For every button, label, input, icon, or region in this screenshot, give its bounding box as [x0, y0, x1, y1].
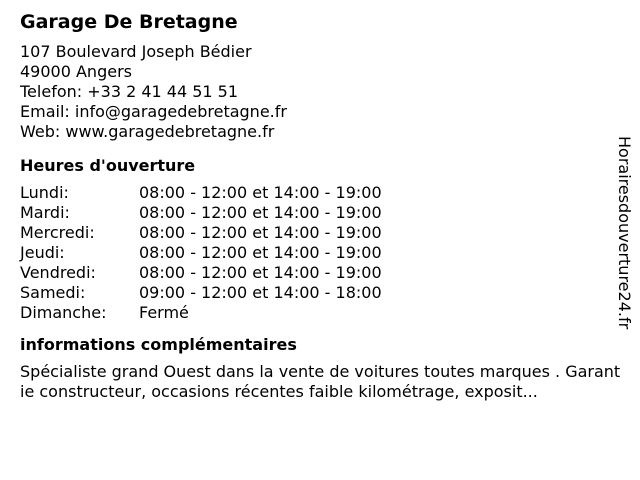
- hours-row-saturday: [20, 283, 610, 303]
- address-line-street: 107 Boulevard Joseph Bédier: [20, 42, 252, 61]
- day-label: Mardi:: [20, 203, 70, 222]
- info-description: Spécialiste grand Ouest dans la vente de voitures toutes marques . Garantie constructeur, occasions récentes faible kilométrage, exposit...: [20, 362, 621, 401]
- time-value: 09:00 - 12:00 et 14:00 - 18:00: [139, 283, 382, 302]
- business-card: [20, 10, 621, 402]
- day-label: Dimanche:: [20, 303, 107, 322]
- web-line: Web: www.garagedebretagne.fr: [20, 122, 275, 141]
- day-label: Lundi:: [20, 183, 69, 202]
- time-value: 08:00 - 12:00 et 14:00 - 19:00: [139, 183, 382, 202]
- time-value: Fermé: [139, 303, 189, 322]
- day-label: Vendredi:: [20, 263, 96, 282]
- day-label: Samedi:: [20, 283, 86, 302]
- time-value: 08:00 - 12:00 et 14:00 - 19:00: [139, 203, 382, 222]
- email-line: Email: info@garagedebretagne.fr: [20, 102, 287, 121]
- day-label: Mercredi:: [20, 223, 95, 242]
- hours-row-wednesday: [20, 223, 610, 243]
- hours-heading: Heures d'ouverture: [20, 156, 196, 175]
- time-value: 08:00 - 12:00 et 14:00 - 19:00: [139, 223, 382, 242]
- info-heading: informations complémentaires: [20, 335, 297, 354]
- address-line-city: 49000 Angers: [20, 62, 132, 81]
- hours-row-monday: [20, 183, 610, 203]
- phone-line: Telefon: +33 2 41 44 51 51: [20, 82, 239, 101]
- hours-row-thursday: [20, 243, 610, 263]
- hours-row-friday: [20, 263, 610, 283]
- time-value: 08:00 - 12:00 et 14:00 - 19:00: [139, 263, 382, 282]
- hours-table: [20, 183, 610, 323]
- hours-row-sunday: [20, 303, 610, 323]
- business-name: Garage De Bretagne: [20, 11, 238, 33]
- time-value: 08:00 - 12:00 et 14:00 - 19:00: [139, 243, 382, 262]
- hours-row-tuesday: [20, 203, 610, 223]
- day-label: Jeudi:: [20, 243, 65, 262]
- watermark-text: Horairesdouverture24.fr: [615, 136, 634, 330]
